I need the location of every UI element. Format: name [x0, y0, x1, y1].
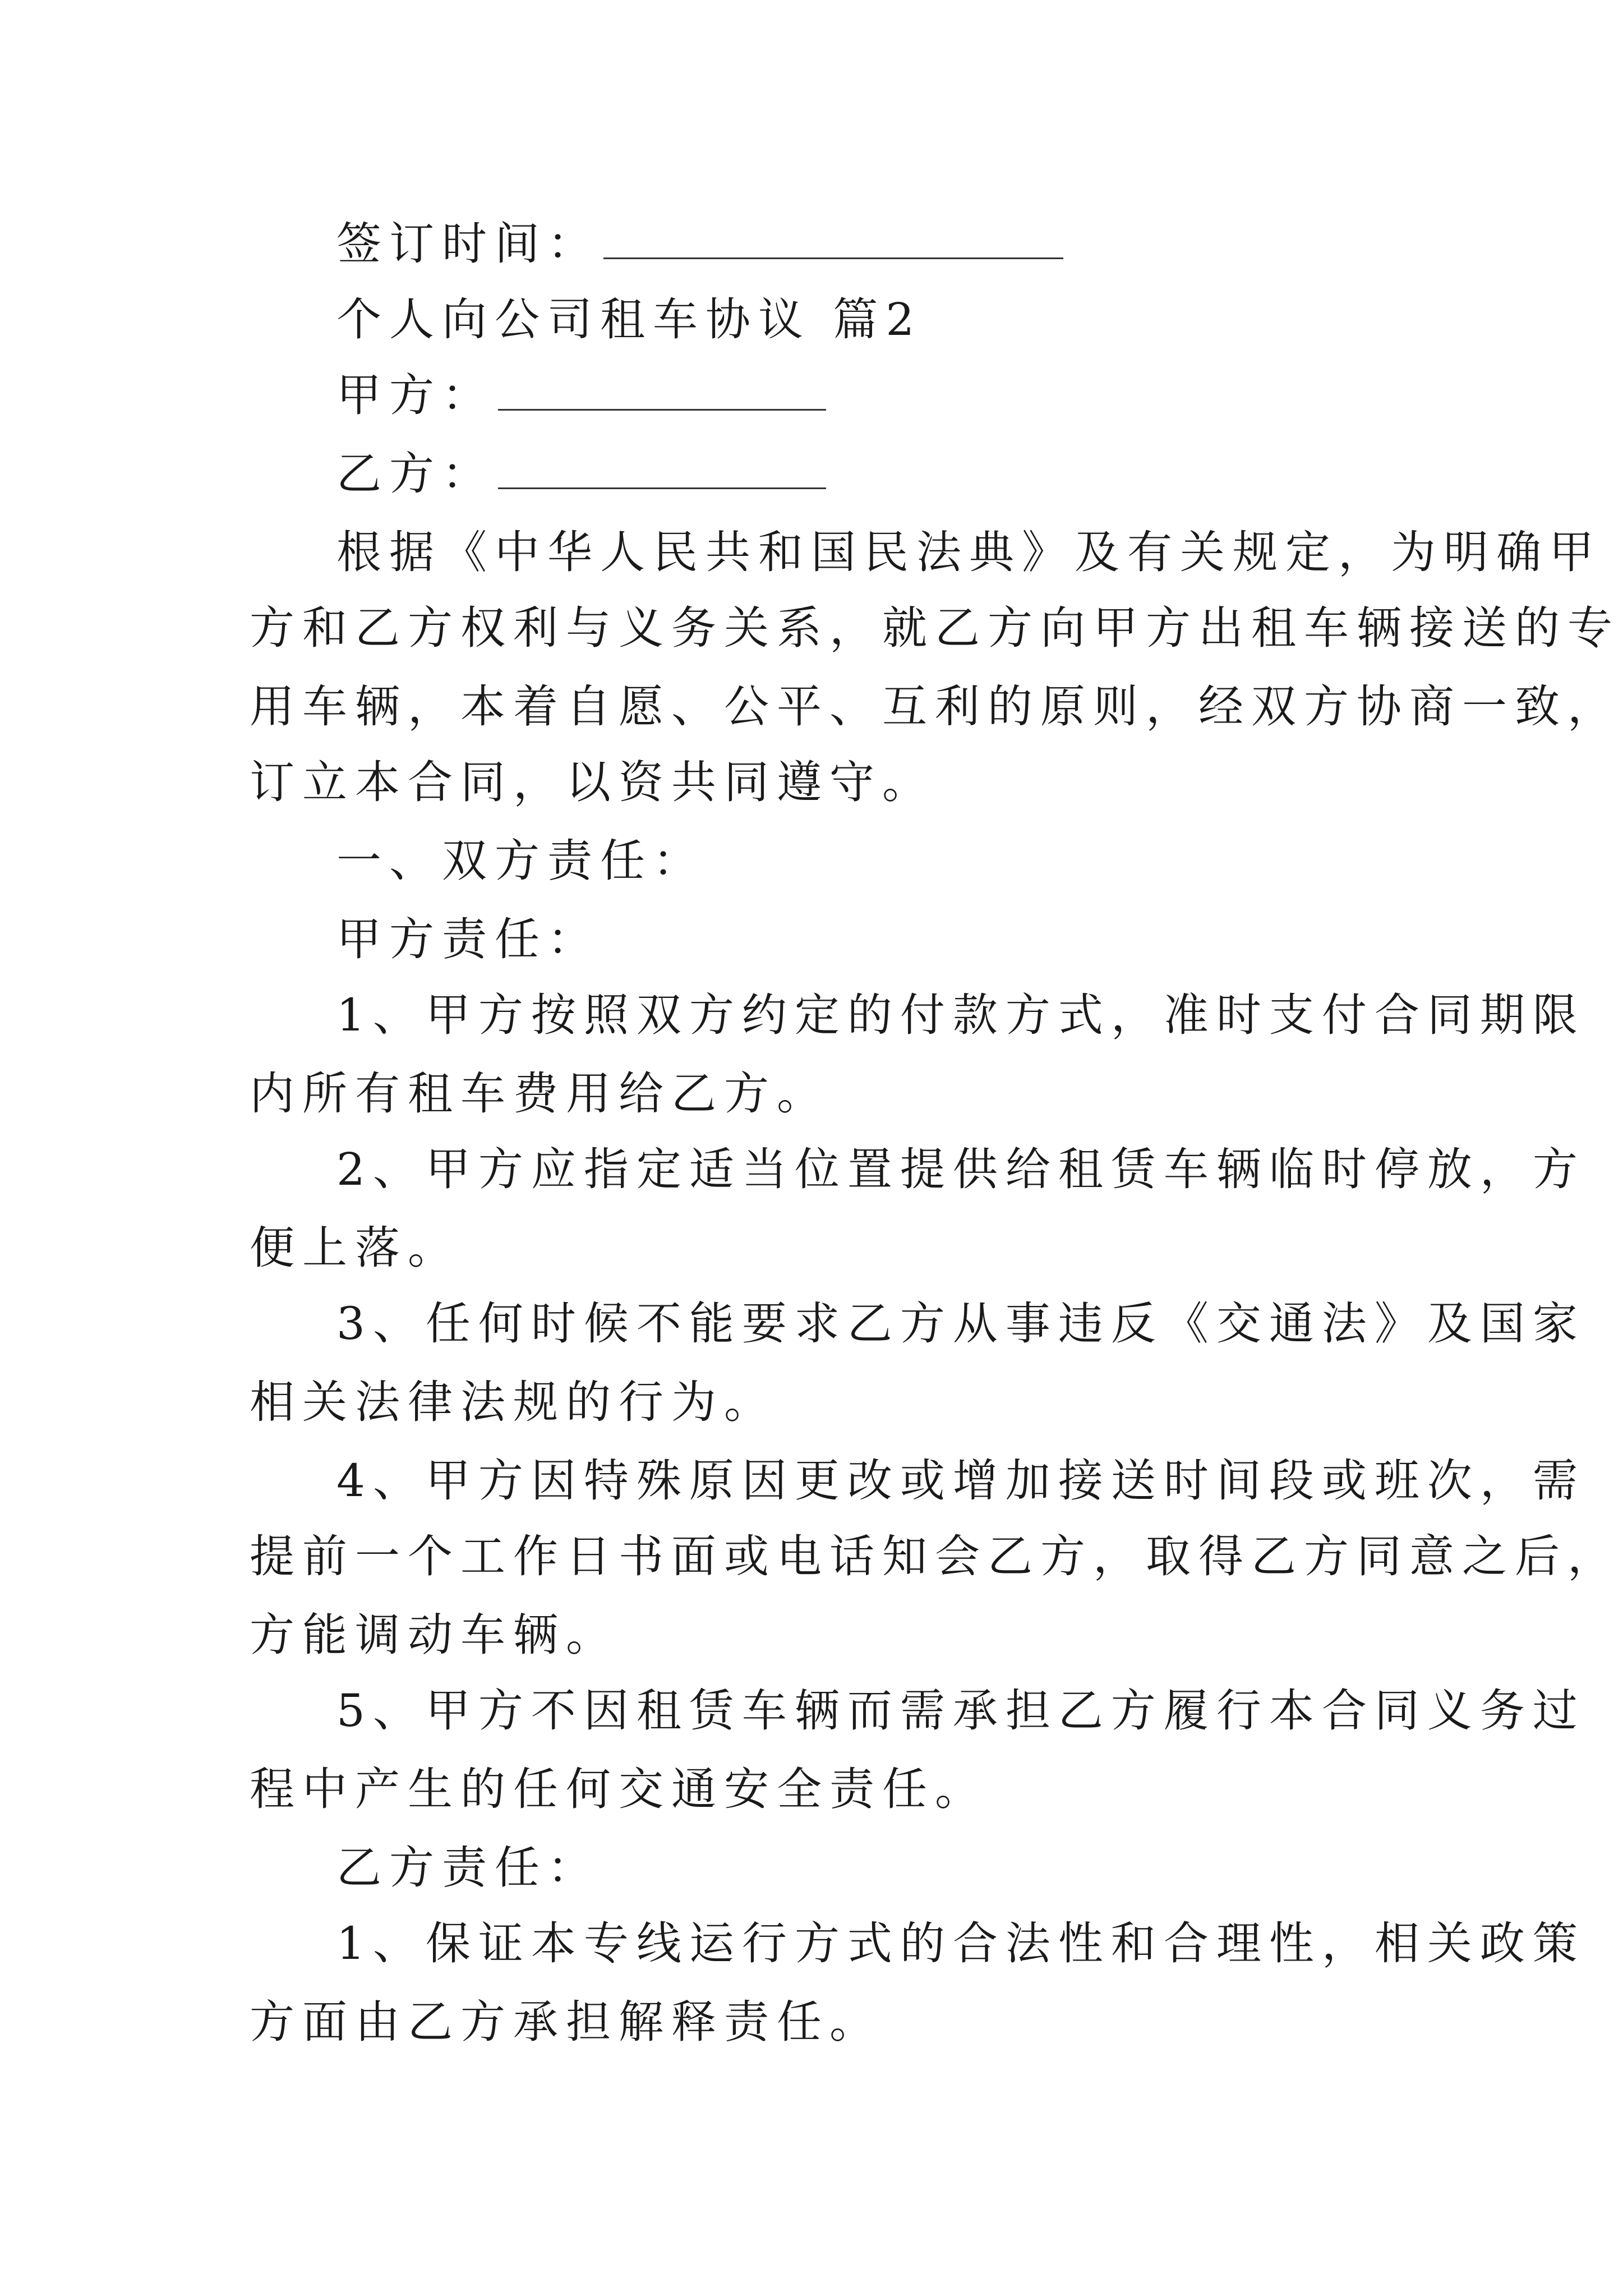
subsection-heading: 甲方责任： [336, 913, 600, 965]
paragraph-line: 2、甲方应指定适当位置提供给租赁车辆临时停放，方 [336, 1143, 1585, 1195]
paragraph-line: 1、甲方按照双方约定的付款方式，准时支付合同期限 [336, 989, 1585, 1041]
paragraph-line: 便上落。 [250, 1222, 460, 1274]
party-b-label: 乙方： [336, 448, 495, 500]
paragraph-line: 内所有租车费用给乙方。 [250, 1068, 829, 1120]
paragraph-line: 程中产生的任何交通安全责任。 [250, 1763, 988, 1815]
paragraph-line: 方面由乙方承担解释责任。 [250, 1996, 882, 2048]
party-b-line [336, 448, 1481, 500]
paragraph-line: 3、任何时候不能要求乙方从事违反《交通法》及国家 [336, 1297, 1585, 1350]
signing-time-label: 签订时间： [336, 218, 600, 270]
document-title: 个人向公司租车协议 篇2 [336, 293, 923, 346]
paragraph-line: 4、甲方因特殊原因更改或增加接送时间段或班次，需 [336, 1455, 1585, 1507]
paragraph-line: 根据《中华人民共和国民法典》及有关规定，为明确甲 [336, 526, 1602, 578]
signing-time-line [336, 218, 1481, 270]
section-heading: 一、双方责任： [336, 835, 706, 887]
paragraph-line: 5、甲方不因租赁车辆而需承担乙方履行本合同义务过 [336, 1685, 1585, 1737]
paragraph-line: 1、保证本专线运行方式的合法性和合理性，相关政策 [336, 1917, 1585, 1970]
paragraph-line: 用车辆，本着自愿、公平、互利的原则，经双方协商一致， [250, 680, 1620, 733]
party-b-blank [498, 453, 826, 489]
paragraph-line: 相关法律法规的行为。 [250, 1376, 777, 1428]
signing-time-blank [603, 223, 1063, 259]
party-a-blank [498, 374, 826, 411]
paragraph-line: 提前一个工作日书面或电话知会乙方，取得乙方同意之后， [250, 1530, 1620, 1582]
paragraph-line: 方能调动车辆。 [250, 1609, 619, 1661]
paragraph-line: 订立本合同，以资共同遵守。 [250, 756, 935, 808]
party-a-line [336, 369, 1481, 421]
paragraph-line: 方和乙方权利与义务关系，就乙方向甲方出租车辆接送的专 [250, 602, 1620, 654]
party-a-label: 甲方： [336, 369, 495, 421]
subsection-heading: 乙方责任： [336, 1842, 600, 1894]
